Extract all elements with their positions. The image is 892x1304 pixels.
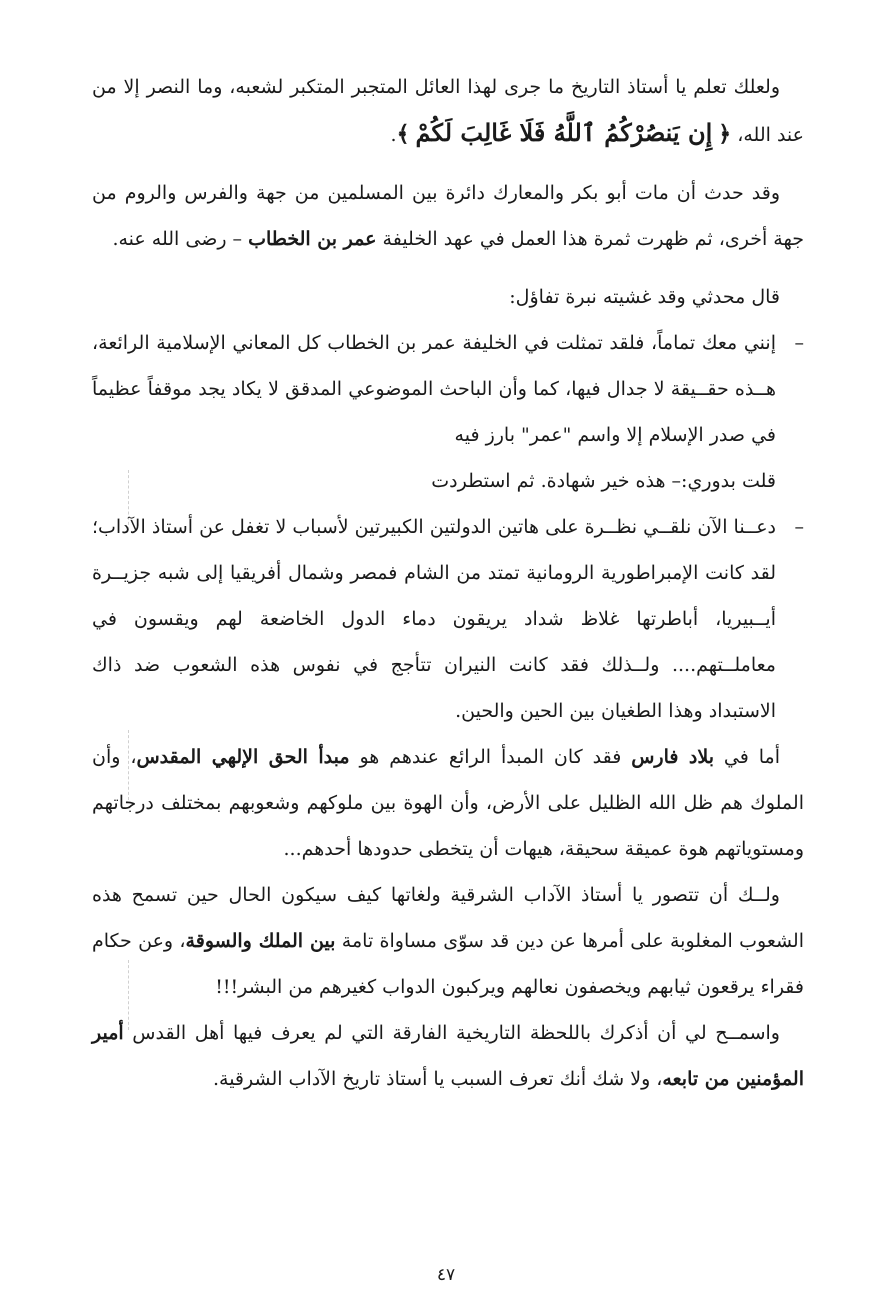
paragraph-6: [92, 1010, 804, 1102]
paragraph-text: ، وعن حكام فقراء يرقعون ثيابهم ويخصفون نعالهم ويركبون الدواب كغيرهم من البشر!!!: [92, 930, 804, 998]
paragraph-text: ، وأن الملوك هم ظل الله الظليل على الأرض، وأن الهوة بين ملوكهم وشعوبهم بمختلف درجاتهم ومستوياتهم هوة عميقة سحيقة، هيهات أن يتخطى حدودها أحدهم...: [92, 746, 804, 860]
dash-bullet: –: [794, 516, 804, 538]
paragraph-text: واسمــح لي أن أذكرك باللحظة التاريخية الفارقة التي لم يعرف فيها أهل القدس: [123, 1022, 780, 1044]
dialogue-item-2: [92, 504, 804, 734]
paragraph-end: .: [390, 124, 397, 146]
paragraph-5: [92, 872, 804, 1010]
dialogue-text: دعــنا الآن نلقــي نظــرة على هاتين الدولتين الكبيرتين لأسباب لا تغفل عن أستاذ الآداب؛ لقد كانت الإمبراطورية الرومانية تمتد من الشام فمصر وشمال أفريقيا إلى شبه جزيــرة أيــبيريا، أباطرتها غلاظ شداد يريقون دماء الدول الخاضعة لهم ويقسون في معاملــتهم.... ولــذلك فقد كانت النيران تتأجج في نفوس هذه الشعوب ضد ذاك الاستبداد وهذا الطغيان بين الحين والحين.: [92, 516, 776, 722]
quran-verse: إِن يَنصُرْكُمُ ٱللَّهُ فَلَا غَالِبَ لَكُمْ: [415, 118, 713, 147]
page-number: ٤٧: [436, 1265, 456, 1285]
bold-phrase: مبدأ الحق الإلهي المقدس: [136, 746, 350, 768]
bold-name: عمر بن الخطاب: [248, 228, 377, 250]
dash-bullet: –: [794, 332, 804, 354]
paragraph-2: [92, 170, 804, 262]
paragraph-text: قال محدثي وقد غشيته نبرة تفاؤل:: [509, 286, 780, 308]
bold-phrase: أمير المؤمنين من تابعه: [92, 1022, 804, 1090]
dialogue-text: قلت بدوري:– هذه خير شهادة. ثم استطردت: [431, 470, 776, 492]
body-text: [92, 64, 804, 1102]
dialogue-subline: [92, 458, 804, 504]
paragraph-3: [92, 274, 804, 320]
paragraph-text: أما في: [714, 746, 780, 768]
paragraph-text: ولــك أن تتصور يا أستاذ الآداب الشرقية ولغاتها كيف سيكون الحال حين تسمح هذه الشعوب المغلوبة على أمرها عن دين قد سوّى مساواة تامة: [92, 884, 805, 952]
paragraph-text: فقد كان المبدأ الرائع عندهم هو: [349, 746, 632, 768]
paragraph-text: وقد حدث أن مات أبو بكر والمعارك دائرة بين المسلمين من جهة والفرس والروم من جهة أخرى، ثم ظهرت ثمرة هذا العمل في عهد الخليفة: [92, 182, 804, 250]
bold-phrase: بين الملك والسوقة: [185, 930, 336, 952]
dialogue-text: إنني معك تماماً، فلقد تمثلت في الخليفة عمر بن الخطاب كل المعاني الإسلامية الرائعة، هــذه حقــيقة لا جدال فيها، كما وأن الباحث الموضوعي المدقق لا يكاد يجد موقفاً عظيماً في صدر الإسلام إلا واسم "عمر" بارز فيه: [92, 332, 776, 446]
quran-bracket-open: ﴿: [718, 121, 732, 147]
quran-bracket-close: ﴾: [396, 121, 410, 147]
paragraph-end: – رضى الله عنه.: [112, 228, 249, 250]
paragraph-text: ولعلك تعلم يا أستاذ التاريخ ما جرى لهذا العائل المتجبر المتكبر لشعبه، وما النصر إلا من عند الله،: [92, 76, 804, 146]
dialogue-item-1: [92, 320, 804, 458]
paragraph-4: [92, 734, 804, 872]
paragraph-text: ، ولا شك أنك تعرف السبب يا أستاذ تاريخ الآداب الشرقية.: [212, 1068, 663, 1090]
bold-phrase: بلاد فارس: [631, 746, 715, 768]
paragraph-1: [92, 64, 804, 158]
